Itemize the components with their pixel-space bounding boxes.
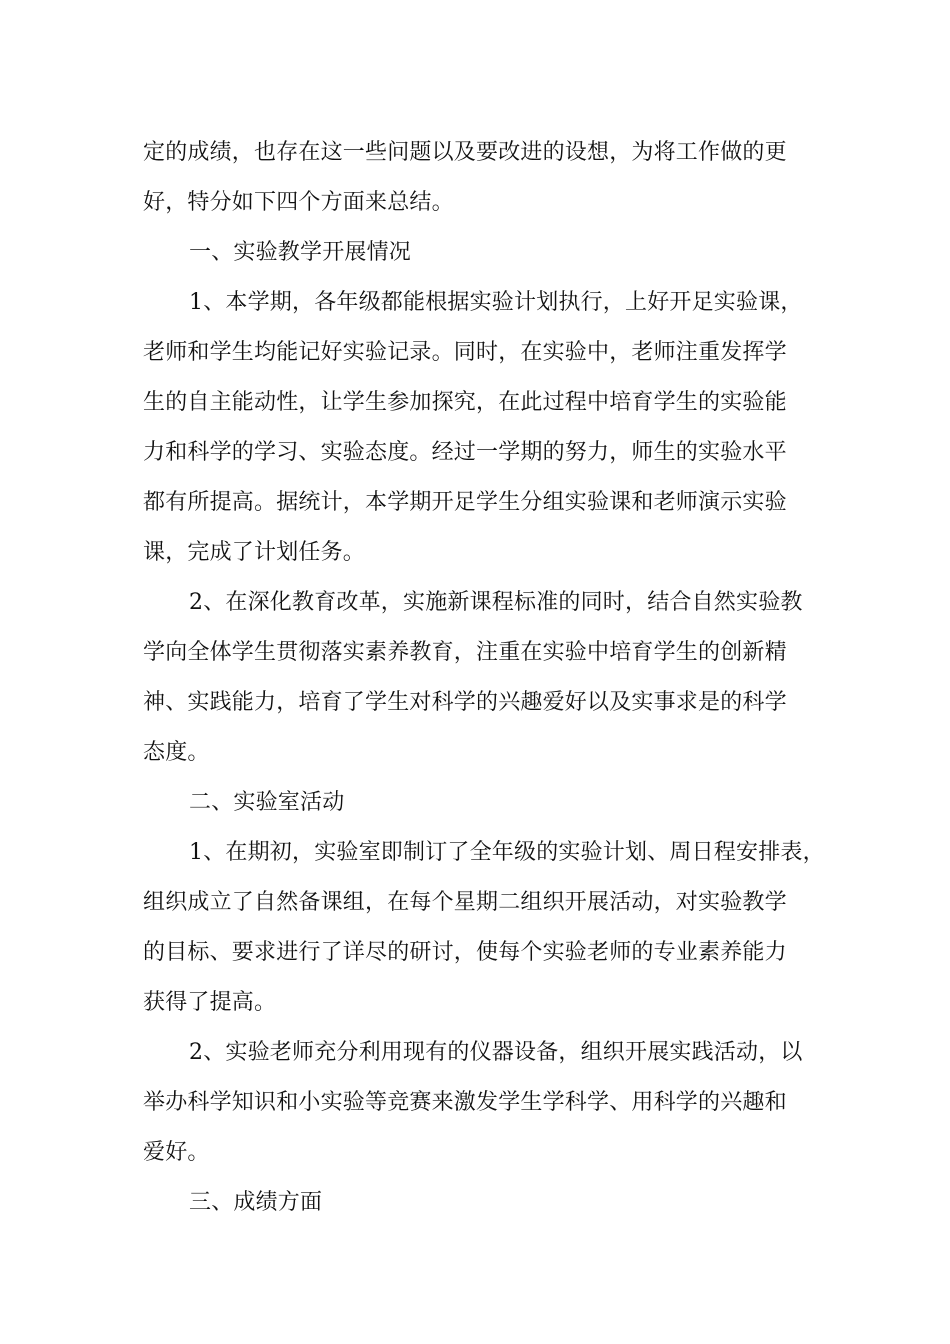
text-line: 举办科学知识和小实验等竞赛来激发学生学科学、用科学的兴趣和 <box>143 1090 787 1115</box>
text-line: 神、实践能力，培育了学生对科学的兴趣爱好以及实事求是的科学 <box>143 690 787 715</box>
text-line: 2、实验老师充分利用现有的仪器设备，组织开展实践活动，以 <box>189 1040 803 1065</box>
text-line: 爱好。 <box>143 1140 210 1165</box>
text-line: 学向全体学生贯彻落实素养教育，注重在实验中培育学生的创新精 <box>143 640 787 665</box>
text-line: 生的自主能动性，让学生参加探究，在此过程中培育学生的实验能 <box>143 390 787 415</box>
text-line: 老师和学生均能记好实验记录。同时，在实验中，老师注重发挥学 <box>143 340 787 365</box>
text-line: 都有所提高。据统计，本学期开足学生分组实验课和老师演示实验 <box>143 490 787 515</box>
text-line: 的目标、要求进行了详尽的研讨，使每个实验老师的专业素养能力 <box>143 940 787 965</box>
text-line: 2、在深化教育改革，实施新课程标准的同时，结合自然实验教 <box>189 590 803 615</box>
text-line: 力和科学的学习、实验态度。经过一学期的努力，师生的实验水平 <box>143 440 787 465</box>
text-line: 好，特分如下四个方面来总结。 <box>143 190 454 215</box>
document-body <box>143 128 825 1228</box>
text-line: 定的成绩，也存在这一些问题以及要改进的设想，为将工作做的更 <box>143 140 787 165</box>
section-heading: 一、实验教学开展情况 <box>189 240 412 265</box>
text-line: 课，完成了计划任务。 <box>143 540 366 565</box>
section-heading: 二、实验室活动 <box>189 790 345 815</box>
text-line: 态度。 <box>143 740 210 765</box>
text-line: 获得了提高。 <box>143 990 277 1015</box>
section-heading: 三、成绩方面 <box>189 1190 323 1215</box>
text-line: 组织成立了自然备课组，在每个星期二组织开展活动，对实验教学 <box>143 890 787 915</box>
text-line: 1、本学期，各年级都能根据实验计划执行，上好开足实验课， <box>189 290 803 315</box>
text-line: 1、在期初，实验室即制订了全年级的实验计划、周日程安排表， <box>189 840 825 865</box>
